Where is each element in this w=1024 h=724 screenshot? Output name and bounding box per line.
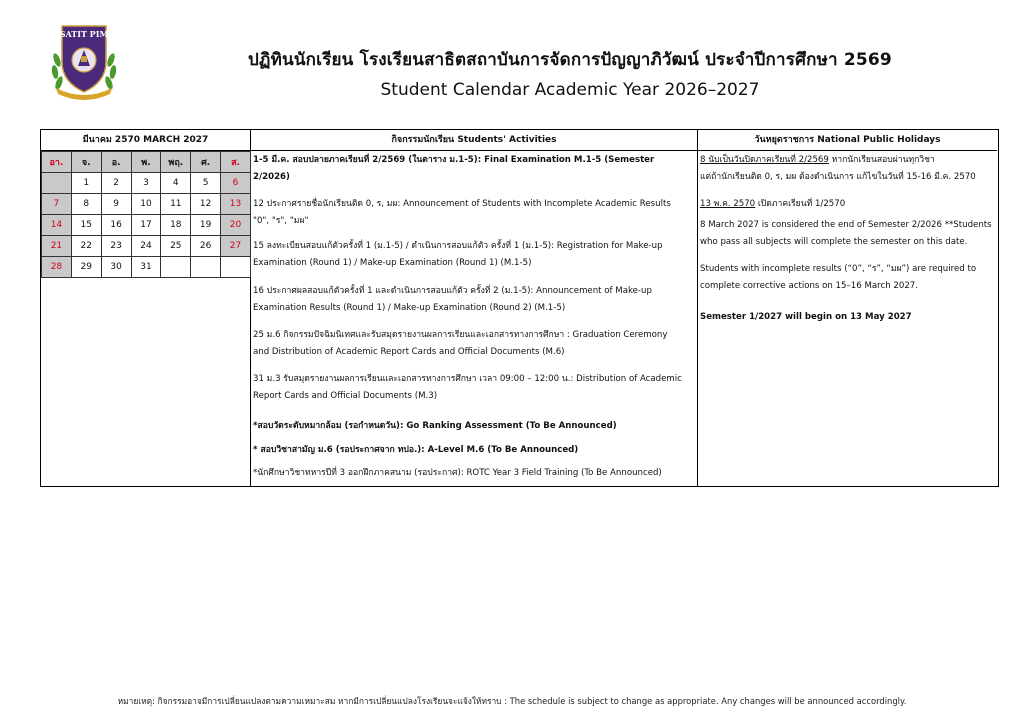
- activity-text: *นักศึกษาวิชาทหารปีที่ 3 ออกฝึกภาคสนาม (รอประกาศ): ROTC Year 3 Field Training (To Be Announced): [253, 468, 662, 478]
- activity-item: [253, 371, 693, 405]
- activity-text: 15 ลงทะเบียนสอบแก้ตัวครั้งที่ 1 (ม.1-5) / ดำเนินการสอบแก้ตัว ครั้งที่ 1 (ม.1-5): Registration for Make-up: [253, 241, 663, 251]
- holidays-column: [698, 130, 997, 486]
- month-calendar-header: มีนาคม 2570 MARCH 2027: [41, 130, 250, 151]
- activity-text: 12 ประกาศรายชื่อนักเรียนติด 0, ร, มผ: Announcement of Students with Incomplete Academic Results: [253, 199, 671, 209]
- footer-note: หมายเหตุ: กิจกรรมอาจมีการเปลี่ยนแปลงตามความเหมาะสม หากมีการเปลี่ยนแปลงโรงเรียนจะแจ้งให้ทราบ : The schedule is subject to change as appropriate. Any changes will be announced accordingly.: [117, 696, 907, 706]
- month-calendar-column: [41, 130, 251, 486]
- weekday-sat: ส.: [221, 152, 251, 173]
- day-cell: 1: [71, 173, 101, 194]
- activity-item: [253, 238, 693, 272]
- activity-item: [253, 465, 693, 482]
- day-cell: 7: [42, 194, 72, 215]
- day-cell: [42, 173, 72, 194]
- holiday-note: [700, 261, 994, 295]
- day-cell: 16: [101, 215, 131, 236]
- holiday-note: [700, 196, 994, 213]
- day-cell: 25: [161, 236, 191, 257]
- month-grid: [41, 151, 251, 278]
- day-cell: 19: [191, 215, 221, 236]
- day-cell: 10: [131, 194, 161, 215]
- day-cell: 15: [71, 215, 101, 236]
- activity-item: [253, 152, 693, 186]
- activity-item: [253, 327, 693, 361]
- weekday-row: [42, 152, 251, 173]
- day-cell: 8: [71, 194, 101, 215]
- school-logo: [48, 22, 120, 100]
- day-cell: 5: [191, 173, 221, 194]
- holiday-date: 8 นับเป็นวันปิดภาคเรียนที่ 2/2569: [700, 155, 829, 165]
- day-cell: 26: [191, 236, 221, 257]
- logo-text: SATIT PIM: [59, 29, 109, 39]
- day-cell: 30: [101, 257, 131, 278]
- activity-text: *สอบวัดระดับหมากล้อม (รอกำหนดวัน): Go Ranking Assessment (To Be Announced): [253, 421, 617, 431]
- day-cell: 21: [42, 236, 72, 257]
- page-title-thai: ปฏิทินนักเรียน โรงเรียนสาธิตสถาบันการจัดการปัญญาภิวัฒน์ ประจำปีการศึกษา 2569: [248, 50, 892, 70]
- day-cell: 29: [71, 257, 101, 278]
- activity-item: [253, 442, 693, 459]
- day-cell: 23: [101, 236, 131, 257]
- activity-text-cont: "0", "ร", "มผ": [253, 216, 309, 226]
- activity-text: * สอบวิชาสามัญ ม.6 (รอประกาศจาก ทปอ.): A-Level M.6 (To Be Announced): [253, 445, 579, 455]
- weekday-mon: จ.: [71, 152, 101, 173]
- day-cell: 24: [131, 236, 161, 257]
- holiday-date: 13 พ.ค. 2570: [700, 199, 756, 209]
- holiday-text-cont: who pass all subjects will complete the semester on this date.: [700, 237, 968, 247]
- day-cell: 4: [161, 173, 191, 194]
- week-row: [42, 215, 251, 236]
- activity-text: 25 ม.6 กิจกรรมปัจฉิมนิเทศและรับสมุดรายงานผลการเรียนและเอกสารทางการศึกษา : Graduation Ceremony: [253, 330, 668, 340]
- holiday-note: [700, 309, 994, 326]
- activity-text-cont: Examination Results (Round 1) / Make-up Examination (Round 2) (M.1-5): [253, 303, 566, 313]
- day-cell: 12: [191, 194, 221, 215]
- holiday-text: เปิดภาคเรียนที่ 1/2570: [755, 199, 846, 209]
- day-cell: 13: [221, 194, 251, 215]
- activity-text: 1-5 มี.ค. สอบปลายภาคเรียนที่ 2/2569 (ในตาราง ม.1-5): Final Examination M.1-5 (Semester 2/2026): [253, 155, 655, 182]
- day-cell: 28: [42, 257, 72, 278]
- activity-text: 31 ม.3 รับสมุดรายงานผลการเรียนและเอกสารทางการศึกษา เวลา 09:00 – 12:00 น.: Distribution of Academic: [253, 374, 682, 384]
- day-cell: 20: [221, 215, 251, 236]
- activity-item: [253, 283, 693, 317]
- holiday-note: [700, 217, 994, 251]
- week-row: [42, 173, 251, 194]
- day-cell: 17: [131, 215, 161, 236]
- week-row: [42, 257, 251, 278]
- day-cell: 2: [101, 173, 131, 194]
- page-title-english: Student Calendar Academic Year 2026–2027: [380, 80, 760, 100]
- weekday-wed: พ.: [131, 152, 161, 173]
- day-cell: 27: [221, 236, 251, 257]
- activity-text: 16 ประกาศผลสอบแก้ตัวครั้งที่ 1 และดำเนินการสอบแก้ตัว ครั้งที่ 2 (ม.1-5): Announcement of Make-up: [253, 286, 652, 296]
- activity-item: [253, 196, 693, 230]
- weekday-sun: อา.: [42, 152, 72, 173]
- day-cell: [221, 257, 251, 278]
- activity-item: [253, 418, 693, 435]
- week-row: [42, 236, 251, 257]
- holiday-text-cont: แต่ถ้านักเรียนติด 0, ร, มผ ต้องดำเนินการ แก้ไขในวันที่ 15-16 มี.ค. 2570: [700, 172, 976, 182]
- day-cell: 11: [161, 194, 191, 215]
- day-cell: 14: [42, 215, 72, 236]
- holiday-text-cont: complete corrective actions on 15–16 March 2027.: [700, 281, 918, 291]
- day-cell: 22: [71, 236, 101, 257]
- weekday-fri: ศ.: [191, 152, 221, 173]
- day-cell: 18: [161, 215, 191, 236]
- holidays-header: วันหยุดราชการ National Public Holidays: [698, 130, 997, 151]
- holiday-note: [700, 152, 994, 186]
- weekday-tue: อ.: [101, 152, 131, 173]
- semester-start-note: Semester 1/2027 will begin on 13 May 2027: [700, 312, 912, 322]
- week-row: [42, 194, 251, 215]
- day-cell: [191, 257, 221, 278]
- holiday-text: 8 March 2027 is considered the end of Semester 2/2026 **Students: [700, 220, 992, 230]
- weekday-thu: พฤ.: [161, 152, 191, 173]
- day-cell: 9: [101, 194, 131, 215]
- day-cell: [161, 257, 191, 278]
- activity-text-cont: and Distribution of Academic Report Cards and Official Documents (M.6): [253, 347, 565, 357]
- day-cell: 6: [221, 173, 251, 194]
- calendar-table: [40, 129, 999, 487]
- day-cell: 31: [131, 257, 161, 278]
- day-cell: 3: [131, 173, 161, 194]
- activity-text-cont: Examination (Round 1) / Make-up Examination (Round 1) (M.1-5): [253, 258, 532, 268]
- activity-text-cont: Report Cards and Official Documents (M.3): [253, 391, 438, 401]
- holiday-text: Students with incomplete results (“0”, “ร”, “มผ”) are required to: [700, 264, 977, 274]
- activities-column: [251, 130, 698, 486]
- holiday-text: หากนักเรียนสอบผ่านทุกวิชา: [828, 155, 935, 165]
- activities-header: กิจกรรมนักเรียน Students' Activities: [251, 130, 697, 151]
